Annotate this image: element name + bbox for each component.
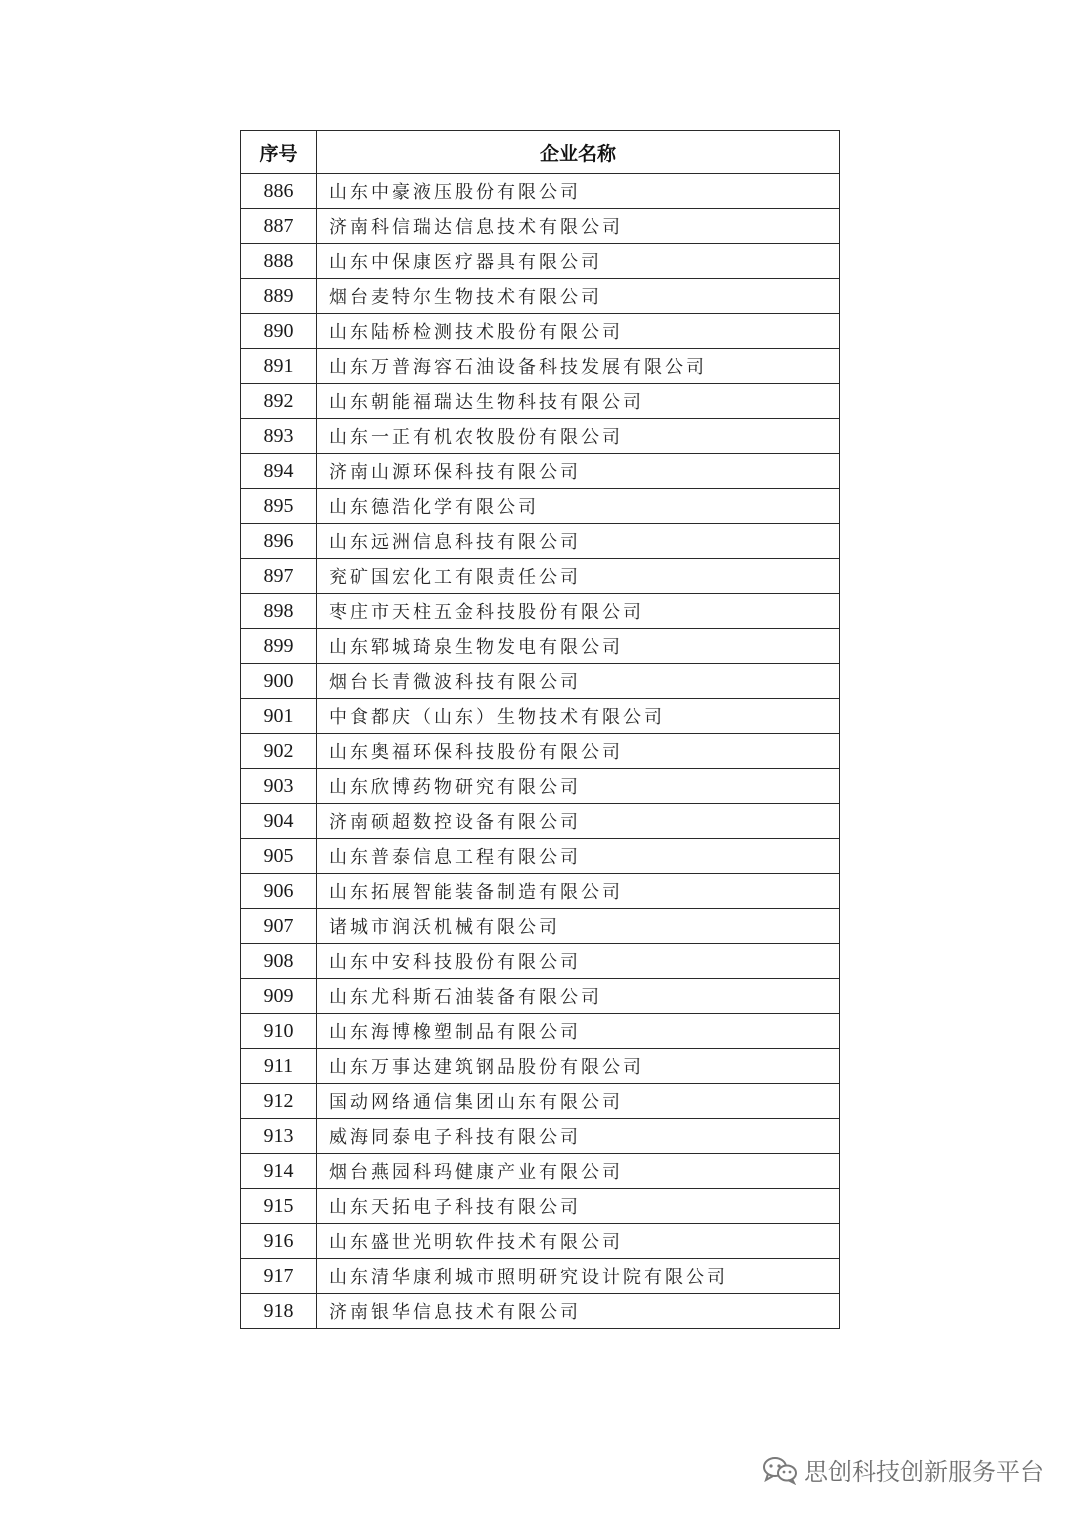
company-name-cell: 山东朝能福瑞达生物科技有限公司 (317, 384, 840, 419)
table-row (241, 874, 840, 909)
table-row (241, 1154, 840, 1189)
company-name-cell: 济南山源环保科技有限公司 (317, 454, 840, 489)
table-row (241, 349, 840, 384)
company-name-cell: 中食都庆（山东）生物技术有限公司 (317, 699, 840, 734)
serial-number-cell: 890 (241, 314, 317, 349)
company-name-cell: 山东尤科斯石油装备有限公司 (317, 979, 840, 1014)
company-name-cell: 威海同泰电子科技有限公司 (317, 1119, 840, 1154)
table-row (241, 594, 840, 629)
company-name-cell: 烟台麦特尔生物技术有限公司 (317, 279, 840, 314)
table-body (241, 174, 840, 1329)
table-row (241, 1224, 840, 1259)
table-row (241, 489, 840, 524)
company-name-cell: 山东盛世光明软件技术有限公司 (317, 1224, 840, 1259)
enterprise-list-table (240, 130, 840, 1329)
serial-number-cell: 899 (241, 629, 317, 664)
serial-number-cell: 897 (241, 559, 317, 594)
serial-number-cell: 906 (241, 874, 317, 909)
serial-number-cell: 896 (241, 524, 317, 559)
company-name-cell: 山东普泰信息工程有限公司 (317, 839, 840, 874)
table-row (241, 734, 840, 769)
serial-number-cell: 889 (241, 279, 317, 314)
header-company-name: 企业名称 (317, 131, 840, 174)
serial-number-cell: 887 (241, 209, 317, 244)
company-name-cell: 济南硕超数控设备有限公司 (317, 804, 840, 839)
table-header-row (241, 131, 840, 174)
table-row (241, 524, 840, 559)
watermark (762, 1452, 1044, 1487)
company-name-cell: 山东拓展智能装备制造有限公司 (317, 874, 840, 909)
table-row (241, 244, 840, 279)
company-name-cell: 山东一正有机农牧股份有限公司 (317, 419, 840, 454)
table-row (241, 944, 840, 979)
serial-number-cell: 886 (241, 174, 317, 209)
watermark-text: 思创科技创新服务平台 (804, 1458, 1044, 1486)
table-row (241, 1119, 840, 1154)
serial-number-cell: 913 (241, 1119, 317, 1154)
company-name-cell: 山东天拓电子科技有限公司 (317, 1189, 840, 1224)
serial-number-cell: 904 (241, 804, 317, 839)
company-name-cell: 枣庄市天柱五金科技股份有限公司 (317, 594, 840, 629)
serial-number-cell: 898 (241, 594, 317, 629)
serial-number-cell: 907 (241, 909, 317, 944)
company-name-cell: 山东中安科技股份有限公司 (317, 944, 840, 979)
table-row (241, 699, 840, 734)
company-name-cell: 诸城市润沃机械有限公司 (317, 909, 840, 944)
company-name-cell: 山东欣博药物研究有限公司 (317, 769, 840, 804)
company-name-cell: 烟台长青微波科技有限公司 (317, 664, 840, 699)
serial-number-cell: 914 (241, 1154, 317, 1189)
company-name-cell: 山东陆桥检测技术股份有限公司 (317, 314, 840, 349)
serial-number-cell: 895 (241, 489, 317, 524)
serial-number-cell: 908 (241, 944, 317, 979)
serial-number-cell: 888 (241, 244, 317, 279)
company-name-cell: 山东中保康医疗器具有限公司 (317, 244, 840, 279)
company-name-cell: 济南科信瑞达信息技术有限公司 (317, 209, 840, 244)
table-row (241, 1049, 840, 1084)
table-row (241, 314, 840, 349)
serial-number-cell: 892 (241, 384, 317, 419)
table-row (241, 1294, 840, 1329)
company-name-cell: 山东海博橡塑制品有限公司 (317, 1014, 840, 1049)
serial-number-cell: 910 (241, 1014, 317, 1049)
serial-number-cell: 893 (241, 419, 317, 454)
company-name-cell: 山东远洲信息科技有限公司 (317, 524, 840, 559)
table-row (241, 209, 840, 244)
serial-number-cell: 900 (241, 664, 317, 699)
serial-number-cell: 894 (241, 454, 317, 489)
company-name-cell: 济南银华信息技术有限公司 (317, 1294, 840, 1329)
table-row (241, 454, 840, 489)
serial-number-cell: 891 (241, 349, 317, 384)
serial-number-cell: 911 (241, 1049, 317, 1084)
table-row (241, 769, 840, 804)
table-row (241, 804, 840, 839)
serial-number-cell: 916 (241, 1224, 317, 1259)
table-row (241, 979, 840, 1014)
table-row (241, 419, 840, 454)
table-row (241, 1084, 840, 1119)
table-row (241, 664, 840, 699)
serial-number-cell: 912 (241, 1084, 317, 1119)
serial-number-cell: 903 (241, 769, 317, 804)
serial-number-cell: 918 (241, 1294, 317, 1329)
wechat-icon (762, 1455, 798, 1485)
company-name-cell: 山东万事达建筑钢品股份有限公司 (317, 1049, 840, 1084)
company-name-cell: 山东清华康利城市照明研究设计院有限公司 (317, 1259, 840, 1294)
header-serial-number: 序号 (241, 131, 317, 174)
serial-number-cell: 905 (241, 839, 317, 874)
table-row (241, 1259, 840, 1294)
company-name-cell: 山东郓城琦泉生物发电有限公司 (317, 629, 840, 664)
serial-number-cell: 909 (241, 979, 317, 1014)
table-row (241, 629, 840, 664)
company-name-cell: 烟台燕园科玛健康产业有限公司 (317, 1154, 840, 1189)
serial-number-cell: 901 (241, 699, 317, 734)
company-name-cell: 山东德浩化学有限公司 (317, 489, 840, 524)
company-name-cell: 兖矿国宏化工有限责任公司 (317, 559, 840, 594)
serial-number-cell: 915 (241, 1189, 317, 1224)
table-row (241, 839, 840, 874)
company-name-cell: 山东奥福环保科技股份有限公司 (317, 734, 840, 769)
serial-number-cell: 917 (241, 1259, 317, 1294)
table-row (241, 1189, 840, 1224)
table-row (241, 384, 840, 419)
table-row (241, 559, 840, 594)
company-name-cell: 山东万普海容石油设备科技发展有限公司 (317, 349, 840, 384)
table-row (241, 279, 840, 314)
company-name-cell: 国动网络通信集团山东有限公司 (317, 1084, 840, 1119)
company-name-cell: 山东中豪液压股份有限公司 (317, 174, 840, 209)
table-row (241, 1014, 840, 1049)
table-row (241, 909, 840, 944)
table-row (241, 174, 840, 209)
serial-number-cell: 902 (241, 734, 317, 769)
